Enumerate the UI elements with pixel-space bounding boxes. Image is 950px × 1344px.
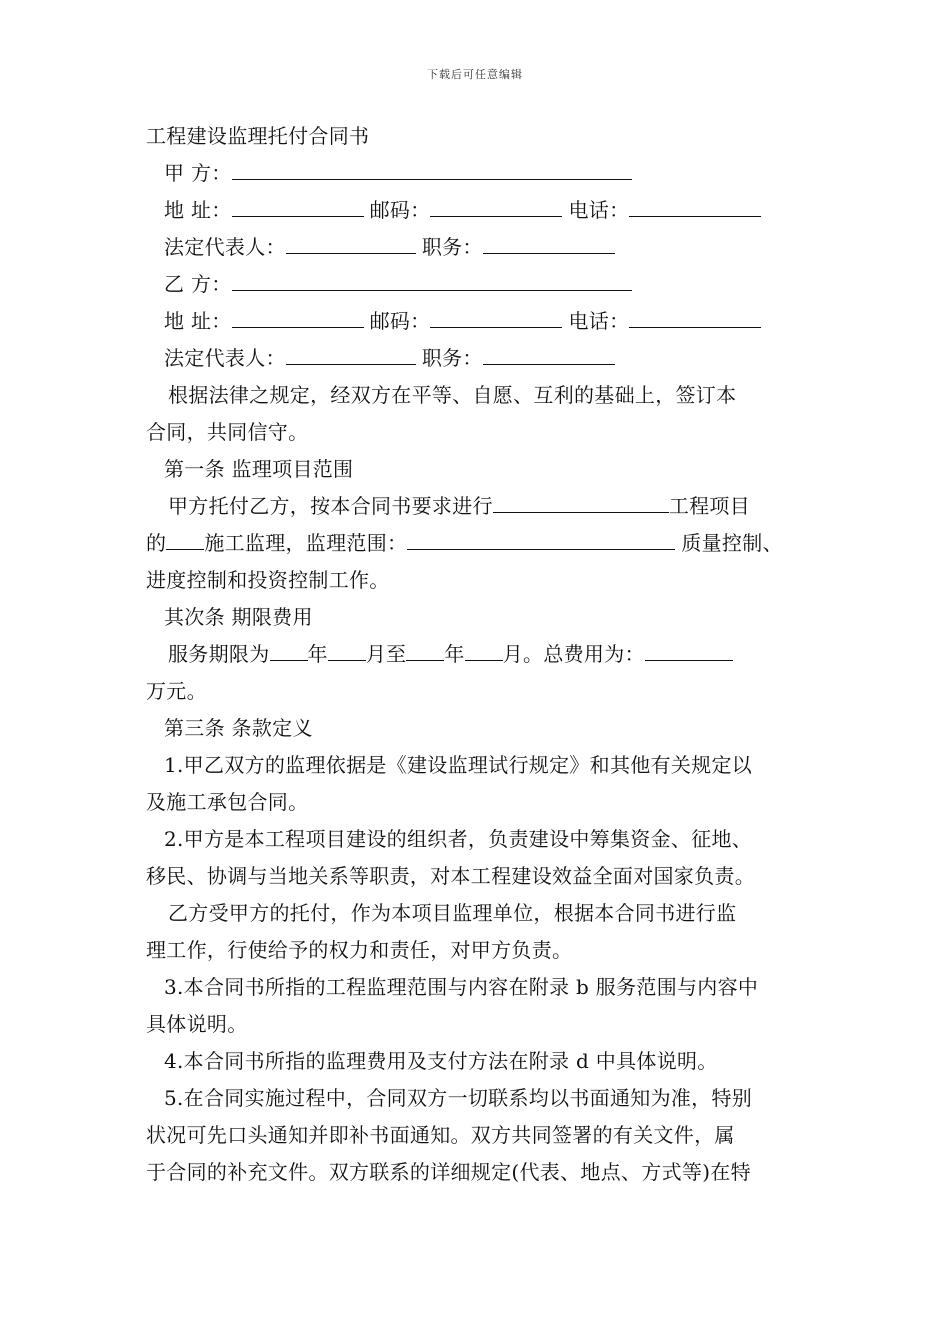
article-3-item-3-line-2: 具体说明。 bbox=[146, 1012, 248, 1036]
article-2-text: 年 bbox=[444, 642, 465, 666]
article-3-item-5-line-3: 于合同的补充文件。双方联系的详细规定(代表、地点、方式等)在特 bbox=[146, 1160, 751, 1184]
party-a-label: 甲 方： bbox=[164, 161, 232, 185]
article-3-party-b-line-1: 乙方受甲方的托付，作为本项目监理单位，根据本合同书进行监 bbox=[168, 901, 737, 925]
article-2-line-1 bbox=[146, 636, 818, 673]
party-b-label: 乙 方： bbox=[164, 272, 232, 296]
party-b-phone-label: 电话： bbox=[568, 309, 630, 333]
total-fee-blank[interactable] bbox=[645, 638, 733, 661]
article-2-text: 服务期限为 bbox=[168, 642, 270, 666]
start-month-blank[interactable] bbox=[328, 638, 366, 661]
party-a-address-line bbox=[146, 192, 818, 229]
party-b-line bbox=[146, 266, 818, 303]
project-name-blank[interactable] bbox=[493, 490, 669, 513]
article-1-text: 的 bbox=[146, 531, 167, 555]
article-2-text: 月至 bbox=[365, 642, 407, 666]
preamble-line-2: 合同，共同信守。 bbox=[146, 420, 309, 444]
party-a-rep-line bbox=[146, 229, 818, 266]
party-a-position-blank[interactable] bbox=[483, 231, 615, 254]
article-3-item-5-line-2: 状况可先口头通知并即补书面通知。双方共同签署的有关文件，属 bbox=[146, 1123, 735, 1147]
article-1-line-2 bbox=[146, 525, 818, 562]
party-a-line bbox=[146, 155, 818, 192]
party-a-phone-blank[interactable] bbox=[629, 194, 761, 217]
article-2-text: 年 bbox=[307, 642, 328, 666]
phase-blank[interactable] bbox=[166, 527, 204, 550]
page-header-note: 下载后可任意编辑 bbox=[427, 68, 523, 81]
article-2-heading: 其次条 期限费用 bbox=[164, 605, 313, 629]
document-title: 工程建设监理托付合同书 bbox=[146, 124, 370, 148]
article-3-item-1-line-2: 及施工承包合同。 bbox=[146, 790, 309, 814]
article-1-text: 甲方托付乙方，按本合同书要求进行 bbox=[168, 494, 493, 518]
party-a-rep-blank[interactable] bbox=[286, 231, 416, 254]
scope-blank[interactable] bbox=[407, 527, 675, 550]
article-1-text: 工程项目 bbox=[668, 494, 751, 518]
start-year-blank[interactable] bbox=[270, 638, 308, 661]
article-1-text: 施工监理，监理范围： bbox=[204, 531, 408, 555]
party-a-position-label: 职务： bbox=[421, 235, 483, 259]
party-b-address-line bbox=[146, 303, 818, 340]
article-2-line-2: 万元。 bbox=[146, 679, 207, 703]
preamble-line-1: 根据法律之规定，经双方在平等、自愿、互利的基础上，签订本 bbox=[168, 383, 737, 407]
party-b-blank[interactable] bbox=[232, 268, 632, 291]
party-b-phone-blank[interactable] bbox=[629, 305, 761, 328]
party-a-phone-label: 电话： bbox=[568, 198, 630, 222]
article-1-line-3: 进度控制和投资控制工作。 bbox=[146, 568, 390, 592]
party-a-rep-label: 法定代表人： bbox=[164, 235, 286, 259]
party-b-postcode-label: 邮码： bbox=[369, 309, 431, 333]
party-a-address-label: 地 址： bbox=[164, 198, 232, 222]
article-3-party-b-line-2: 理工作，行使给予的权力和责任，对甲方负责。 bbox=[146, 938, 573, 962]
article-3-item-4-line-1: 4.本合同书所指的监理费用及支付方法在附录 d 中具体说明。 bbox=[164, 1049, 718, 1073]
party-a-blank[interactable] bbox=[232, 157, 632, 180]
party-b-position-label: 职务： bbox=[421, 346, 483, 370]
party-b-address-blank[interactable] bbox=[232, 305, 364, 328]
party-b-rep-line bbox=[146, 340, 818, 377]
end-month-blank[interactable] bbox=[465, 638, 503, 661]
article-2-text: 月。总费用为： bbox=[502, 642, 645, 666]
party-b-rep-label: 法定代表人： bbox=[164, 346, 286, 370]
party-a-postcode-label: 邮码： bbox=[369, 198, 431, 222]
party-b-rep-blank[interactable] bbox=[286, 342, 416, 365]
article-1-heading: 第一条 监理项目范围 bbox=[164, 457, 354, 481]
article-3-item-5-line-1: 5.在合同实施过程中，合同双方一切联系均以书面通知为准，特别 bbox=[164, 1086, 753, 1110]
article-3-item-2-line-1: 2.甲方是本工程项目建设的组织者，负责建设中筹集资金、征地、 bbox=[164, 827, 753, 851]
article-3-item-3-line-1: 3.本合同书所指的工程监理范围与内容在附录 b 服务范围与内容中 bbox=[164, 975, 759, 999]
contract-body bbox=[146, 118, 818, 1191]
article-1-line-1 bbox=[146, 488, 818, 525]
party-a-address-blank[interactable] bbox=[232, 194, 364, 217]
end-year-blank[interactable] bbox=[406, 638, 444, 661]
party-b-postcode-blank[interactable] bbox=[430, 305, 562, 328]
party-b-address-label: 地 址： bbox=[164, 309, 232, 333]
party-a-postcode-blank[interactable] bbox=[430, 194, 562, 217]
article-3-item-2-line-2: 移民、协调与当地关系等职责，对本工程建设效益全面对国家负责。 bbox=[146, 864, 755, 888]
party-b-position-blank[interactable] bbox=[483, 342, 615, 365]
article-1-text: 质量控制、 bbox=[681, 531, 783, 555]
article-3-item-1-line-1: 1.甲乙双方的监理依据是《建设监理试行规定》和其他有关规定以 bbox=[164, 753, 753, 777]
article-3-heading: 第三条 条款定义 bbox=[164, 716, 313, 740]
